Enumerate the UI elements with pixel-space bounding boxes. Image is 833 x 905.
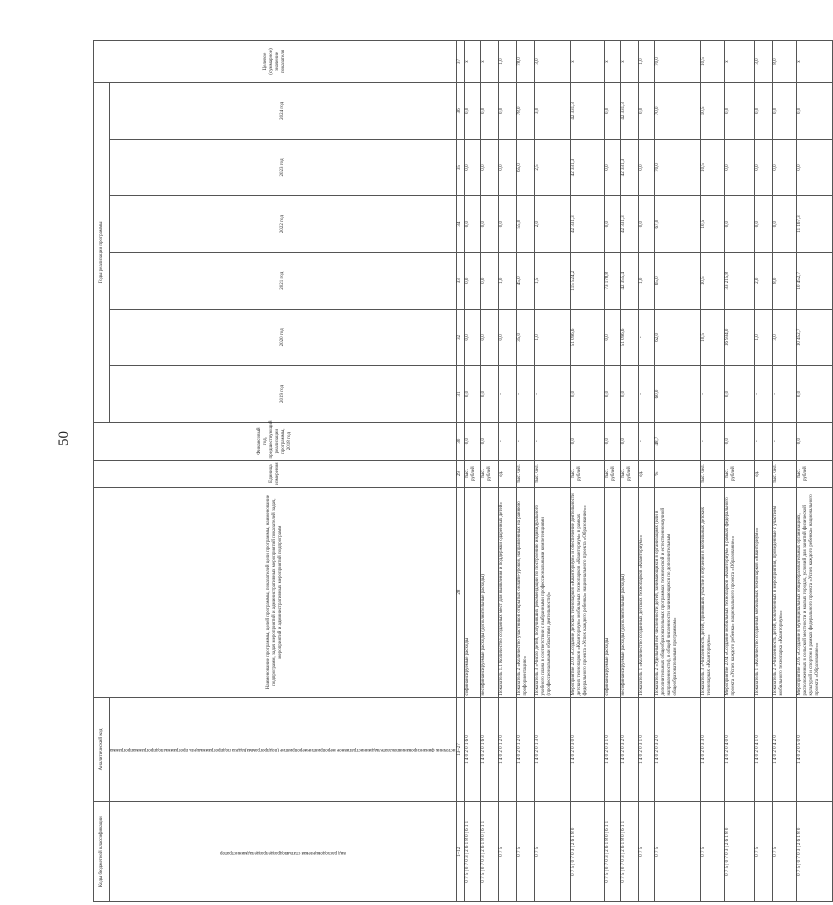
codes-cell: 0 7 5 | 0 7 0 3 | 2 6 1 8 0 — [724, 802, 754, 902]
value-2018-cell: - — [772, 422, 796, 460]
analytic-subcol: источник финансирования — [399, 747, 456, 753]
table-row — [498, 41, 516, 902]
final-value-cell: 10,5 — [700, 41, 724, 83]
year-value-cell: 1,0 — [534, 309, 570, 366]
analytic-subcol: административное мероприятие — [307, 747, 377, 753]
codes-cell: 0 7 5 | 0 7 0 3 | 2 6 1 8 0 | 6 1 1 — [620, 802, 638, 902]
year-value-cell: - — [534, 366, 570, 423]
year-value-cell: 42 331,3 — [570, 196, 604, 253]
final-value-cell: 8,0 — [772, 41, 796, 83]
unit-cell: тыс. чел. — [772, 460, 796, 487]
year-value-cell: 0,0 — [754, 139, 772, 196]
year-value-cell: 42 331,3 — [570, 83, 604, 140]
year-value-cell: 3,0 — [772, 309, 796, 366]
year-value-cell: 67,0 — [654, 196, 700, 253]
final-value-cell: 70,0 — [654, 41, 700, 83]
header-year: 2021 год — [110, 252, 457, 309]
table-row — [638, 41, 654, 902]
table-row — [700, 41, 724, 902]
year-value-cell: - — [700, 366, 724, 423]
budget-subcol: целевая статья — [287, 849, 319, 855]
year-value-cell: 0,0 — [754, 196, 772, 253]
page-number: 50 — [56, 431, 72, 446]
year-value-cell: 3,0 — [534, 83, 570, 140]
name-cell: Показатель 2 «Количество участников открытых онлайн-уроков, направленных на раннюю профориентацию» — [516, 487, 534, 697]
analytic-code-cell: 1 4 0 2 0 3 2 0 — [654, 697, 700, 802]
year-value-cell: 10,5 — [700, 252, 724, 309]
table-row — [724, 41, 754, 902]
header-years-group: Годы реализации программы — [94, 83, 110, 423]
analytic-subcol: показатель — [376, 747, 400, 753]
final-value-cell: х — [480, 41, 498, 83]
year-value-cell: 0,0 — [604, 139, 620, 196]
value-2018-cell: 0,0 — [570, 422, 604, 460]
year-value-cell: - — [498, 366, 516, 423]
codes-cell: 0 7 5 | 0 7 0 3 | 2 6 1 8 0 | 6 1 1 — [480, 802, 498, 902]
header-budget-subcols — [110, 802, 457, 902]
analytic-code-cell: 1 4 0 2 0 1 6 0 — [464, 697, 480, 802]
year-value-cell: 42 331,3 — [620, 196, 638, 253]
value-2018-cell: 0,0 — [480, 422, 498, 460]
year-value-cell: 0,0 — [796, 139, 832, 196]
table-row — [464, 41, 480, 902]
value-2018-cell: - — [516, 422, 534, 460]
year-value-cell: 10,5 — [700, 139, 724, 196]
unit-cell: тыс. рублей — [724, 460, 754, 487]
colnum-cell: 30 — [456, 422, 464, 460]
table-row — [620, 41, 638, 902]
budget-subcol: подраздел — [265, 849, 288, 855]
year-value-cell: 0,0 — [638, 139, 654, 196]
year-value-cell: 0,0 — [772, 83, 796, 140]
budget-subcol: администратор — [219, 849, 252, 855]
year-value-cell: 0,0 — [480, 139, 498, 196]
column-numbers-row — [456, 41, 464, 902]
year-value-cell: - — [638, 309, 654, 366]
unit-cell: ед. — [498, 460, 516, 487]
year-value-cell: 0,0 — [464, 366, 480, 423]
year-value-cell: 0,0 — [638, 196, 654, 253]
header-final: Целевое (суммарное) значение показателя — [94, 41, 457, 83]
analytic-code-cell: 1 4 0 2 0 3 3 0 — [700, 697, 724, 802]
year-value-cell: 78,0 — [516, 83, 534, 140]
final-value-cell: х — [570, 41, 604, 83]
year-value-cell: 33 215,8 — [724, 252, 754, 309]
year-value-cell: 0,0 — [464, 83, 480, 140]
year-value-cell: 1,0 — [754, 309, 772, 366]
codes-cell: 0 7 5 | 0 7 0 3 | 2 6 1 8 0 | 6 1 1 — [464, 802, 480, 902]
year-value-cell: 1,0 — [498, 252, 516, 309]
year-value-cell: 0,0 — [480, 83, 498, 140]
final-value-cell: 1,0 — [498, 41, 516, 83]
analytic-code-cell: 1 4 0 2 0 1 2 0 — [516, 697, 534, 802]
analytic-subcol: задача подпрограммы — [198, 747, 246, 753]
value-2018-cell: 0,0 — [464, 422, 480, 460]
year-value-cell: 0,0 — [480, 252, 498, 309]
name-cell: софинансируемые расходы — [464, 487, 480, 697]
year-value-cell: 42 355,4 — [620, 252, 638, 309]
colnum-cell: 35 — [456, 139, 464, 196]
year-value-cell: 1,0 — [638, 252, 654, 309]
value-2018-cell: 0,0 — [796, 422, 832, 460]
year-value-cell: 51 096,6 — [620, 309, 638, 366]
year-value-cell: 0,0 — [620, 366, 638, 423]
name-cell: несофинансируемые расходы (дополнительные расходы) — [620, 487, 638, 697]
value-2018-cell: - — [534, 422, 570, 460]
header-unit: Единица измерения — [94, 460, 457, 487]
year-value-cell: 0,0 — [796, 366, 832, 423]
year-value-cell: 2,0 — [534, 196, 570, 253]
year-value-cell: 0,0 — [724, 196, 754, 253]
table-body — [456, 41, 832, 902]
value-2018-cell: 0,0 — [620, 422, 638, 460]
header-year: 2023 год — [110, 139, 457, 196]
budget-subcol: вид расходов — [318, 849, 347, 855]
codes-cell: 0 7 5 | 0 7 0 3 | 2 6 1 8 0 — [570, 802, 604, 902]
year-value-cell: 42 331,3 — [620, 139, 638, 196]
codes-cell: 0 7 5 — [516, 802, 534, 902]
name-cell: Показатель 1 «Количество созданных мобильных технопарков «Кванториум»» — [754, 487, 772, 697]
codes-cell: 0 7 5 — [654, 802, 700, 902]
unit-cell: ед. — [638, 460, 654, 487]
table-row — [480, 41, 498, 902]
year-value-cell: 0,0 — [796, 83, 832, 140]
analytic-code-cell: 1 4 0 2 0 3 1 0 — [638, 697, 654, 802]
colnum-cell: 29 — [456, 460, 464, 487]
table-row — [772, 41, 796, 902]
year-value-cell: 42 331,3 — [570, 139, 604, 196]
year-value-cell: 0,0 — [464, 309, 480, 366]
budget-subcol: раздел — [251, 849, 266, 855]
unit-cell: тыс. рублей — [480, 460, 498, 487]
header-year: 2020 год — [110, 309, 457, 366]
year-value-cell: 0,0 — [772, 139, 796, 196]
year-value-cell: 0,0 — [498, 139, 516, 196]
analytic-code-cell: 1 4 0 2 0 1 6 0 — [480, 697, 498, 802]
final-value-cell: 3,0 — [534, 41, 570, 83]
year-value-cell: 0,0 — [604, 309, 620, 366]
year-value-cell: 70,0 — [654, 139, 700, 196]
year-value-cell: 0,0 — [480, 366, 498, 423]
year-value-cell: 0,0 — [724, 366, 754, 423]
year-value-cell: 10,5 — [700, 196, 724, 253]
analytic-code-cell: 1 4 0 2 0 3 2 0 — [620, 697, 638, 802]
analytic-subcol: подпрограмма — [132, 747, 164, 753]
colnum-cell: 36 — [456, 83, 464, 140]
value-2018-cell: 0,0 — [604, 422, 620, 460]
name-cell: Показатель 2 «Удельный вес численности детей, занимающихся в организациях (или в дополнительных общеобразовательных программах технической и естественнонаучной направленности), в общей численности занимающихся по дополнительным общеобразовательным программам» — [654, 487, 700, 697]
header-year: 2022 год — [110, 196, 457, 253]
analytic-code-cell: 1 4 0 2 0 4 1 0 — [754, 697, 772, 802]
year-value-cell: 115 524,2 — [570, 252, 604, 309]
year-value-cell: 55,0 — [516, 196, 534, 253]
rotated-table-container — [93, 40, 820, 902]
value-2018-cell: 0,0 — [724, 422, 754, 460]
analytic-code-cell: 1 4 0 2 0 4 0 0 — [724, 697, 754, 802]
table-row — [534, 41, 570, 902]
table-row — [754, 41, 772, 902]
final-value-cell: 78,0 — [516, 41, 534, 83]
analytic-code-cell: 1 4 0 2 0 1 3 0 — [534, 697, 570, 802]
year-value-cell: 0,0 — [464, 139, 480, 196]
year-value-cell: 70,0 — [654, 83, 700, 140]
header-analytic-code: Аналитический код — [94, 697, 110, 802]
codes-cell: 0 7 5 — [754, 802, 772, 902]
year-value-cell: 0,0 — [638, 83, 654, 140]
unit-cell: тыс. чел. — [700, 460, 724, 487]
table-row — [796, 41, 832, 902]
value-2018-cell: - — [498, 422, 516, 460]
name-cell: софинансируемые расходы — [604, 487, 620, 697]
year-value-cell: 2,5 — [534, 139, 570, 196]
header-name: Наименование программы, целей программы, показателей цели программы, наименование подпрограмм, задач мероприятий и административных мероприятий показателей задач, мероприятий и административных мероприятий подпрограмм — [94, 487, 457, 697]
year-value-cell: 10 452,7 — [796, 309, 832, 366]
header-analytic-subcols — [110, 697, 457, 802]
table-row — [654, 41, 700, 902]
name-cell: Показатель 1 «Количество созданных детских технопарков «Кванториум»» — [638, 487, 654, 697]
codes-cell: 0 7 5 | 0 7 0 3 | 2 6 1 8 0 | 6 1 1 — [604, 802, 620, 902]
year-value-cell: 10 452,7 — [796, 252, 832, 309]
value-2018-cell: 48,7 — [654, 422, 700, 460]
unit-cell: % — [654, 460, 700, 487]
unit-cell: тыс. чел. — [516, 460, 534, 487]
final-value-cell: х — [604, 41, 620, 83]
analytic-code-cell: 1 4 0 2 0 3 0 0 — [570, 697, 604, 802]
year-value-cell: 51 096,6 — [570, 309, 604, 366]
year-value-cell: 62,0 — [654, 309, 700, 366]
table-row — [604, 41, 620, 902]
final-value-cell: х — [620, 41, 638, 83]
colnum-cell: 37 — [456, 41, 464, 83]
year-value-cell: 0,0 — [772, 196, 796, 253]
final-value-cell: 1,0 — [638, 41, 654, 83]
final-value-cell: 3,0 — [754, 41, 772, 83]
year-value-cell: 1,5 — [534, 252, 570, 309]
analytic-code-cell: 1 4 0 2 0 5 0 0 — [796, 697, 832, 802]
colnum-cell: 13–27 — [456, 697, 464, 802]
unit-cell: тыс. рублей — [620, 460, 638, 487]
year-value-cell: 42 331,3 — [620, 83, 638, 140]
year-value-cell: 10,5 — [700, 309, 724, 366]
header-fin-year: Финансовый год, предшествующий реализации программы, 2018 год — [94, 422, 457, 460]
unit-cell: тыс. рублей — [464, 460, 480, 487]
year-value-cell: 45,0 — [516, 252, 534, 309]
unit-cell: тыс. рублей — [796, 460, 832, 487]
year-value-cell: 65,0 — [516, 139, 534, 196]
year-value-cell: - — [516, 366, 534, 423]
unit-cell: тыс. чел. — [534, 460, 570, 487]
year-value-cell: - — [754, 366, 772, 423]
name-cell: Мероприятие 2.05 «Создание в муниципальных общеобразовательных организациях, расположенных в сельской местности и малых городах, условий для занятий физической культурой и спортом в рамках федерального проекта «Успех каждого ребенка» национального проекта «Образование»» — [796, 487, 832, 697]
year-value-cell: 10,5 — [700, 83, 724, 140]
final-value-cell: х — [796, 41, 832, 83]
analytic-code-cell: 1 4 0 2 0 4 2 0 — [772, 697, 796, 802]
colnum-cell: 33 — [456, 252, 464, 309]
year-value-cell: 16 934,0 — [724, 309, 754, 366]
year-value-cell: 0,0 — [604, 83, 620, 140]
year-value-cell: 60,0 — [654, 366, 700, 423]
name-cell: Мероприятие 2.04 «Создание мобильных технопарков «Кванториум» в рамках федерального проекта «Успех каждого ребенка» национального проекта «Образование»» — [724, 487, 754, 697]
year-value-cell: 0,0 — [464, 196, 480, 253]
year-value-cell: 0,0 — [604, 366, 620, 423]
year-value-cell: 0,0 — [498, 196, 516, 253]
year-value-cell: 0,0 — [464, 252, 480, 309]
analytic-subcol: цель программы — [163, 747, 199, 753]
year-value-cell: 0,0 — [480, 196, 498, 253]
final-value-cell: х — [464, 41, 480, 83]
codes-cell: 0 7 5 — [498, 802, 516, 902]
table-row — [516, 41, 534, 902]
year-value-cell: 35,0 — [516, 309, 534, 366]
name-cell: Показатель 3 «Численность детей, принявших участие в обучении в мобильных детских технопарках «Кванториум»» — [700, 487, 724, 697]
year-value-cell: 0,0 — [498, 83, 516, 140]
unit-cell: тыс. рублей — [570, 460, 604, 487]
year-value-cell: - — [638, 366, 654, 423]
year-value-cell: - — [772, 366, 796, 423]
year-value-cell: 2,0 — [754, 252, 772, 309]
year-value-cell: 0,0 — [724, 139, 754, 196]
name-cell: Показатель 1.1 Количество созданных мест для выявления и поддержки одаренных детей» — [498, 487, 516, 697]
colnum-cell: 28 — [456, 487, 464, 697]
value-2018-cell: - — [638, 422, 654, 460]
unit-cell: ед. — [754, 460, 772, 487]
analytic-code-cell: 1 4 0 2 0 1 2 0 — [498, 697, 516, 802]
name-cell: Показатель 2 «Численность детей, вовлеченных в мероприятия, проведенные с участием мобильного технопарка «Кванториум»» — [772, 487, 796, 697]
codes-cell: 0 7 5 — [638, 802, 654, 902]
analytic-subcol: программа — [110, 747, 133, 753]
year-value-cell: 73 178,8 — [604, 252, 620, 309]
year-value-cell: 0,0 — [498, 309, 516, 366]
codes-cell: 0 7 5 | 0 7 0 3 | 2 6 1 8 0 — [796, 802, 832, 902]
year-value-cell: 0,0 — [604, 196, 620, 253]
codes-cell: 0 7 5 — [700, 802, 724, 902]
year-value-cell: 0,0 — [754, 83, 772, 140]
colnum-cell: 34 — [456, 196, 464, 253]
name-cell: Показатель 3 «Число детей, получивших рекомендации по построению индивидуального учебного плана в соответствии с выбранными профессиональными компетенциями (профессиональными областями деятельности)» — [534, 487, 570, 697]
colnum-cell: 32 — [456, 309, 464, 366]
analytic-subcol: мероприятие (подпрограмма) — [245, 747, 308, 753]
analytic-code-cell: 1 4 0 2 0 3 1 0 — [604, 697, 620, 802]
year-value-cell: 65,0 — [654, 252, 700, 309]
name-cell: несофинансируемые расходы (дополнительные расходы) — [480, 487, 498, 697]
value-2018-cell: - — [754, 422, 772, 460]
unit-cell: тыс. рублей — [604, 460, 620, 487]
final-value-cell: х — [724, 41, 754, 83]
value-2018-cell: - — [700, 422, 724, 460]
year-value-cell: 8,0 — [772, 252, 796, 309]
colnum-cell: 31 — [456, 366, 464, 423]
colnum-cell: 1–12 — [456, 802, 464, 902]
codes-cell: 0 7 5 — [534, 802, 570, 902]
header-budget-code: Коды бюджетной классификации — [94, 802, 110, 902]
name-cell: Мероприятие 2.03 «Создание детских технопарков «Кванториум» и обеспечение деятельности детских технопарков «Кванториум» мобильных технопарков «Кванториум» в рамках федерального проекта «Успех каждого ребенка» национального проекта «Образование»» — [570, 487, 604, 697]
year-value-cell: 11 167,3 — [796, 196, 832, 253]
program-table — [93, 40, 833, 902]
year-value-cell: 0,0 — [570, 366, 604, 423]
table-row — [570, 41, 604, 902]
header-year: 2019 год — [110, 366, 457, 423]
header-year: 2024 год — [110, 83, 457, 140]
codes-cell: 0 7 5 — [772, 802, 796, 902]
year-value-cell: 0,0 — [480, 309, 498, 366]
year-value-cell: 0,0 — [724, 83, 754, 140]
